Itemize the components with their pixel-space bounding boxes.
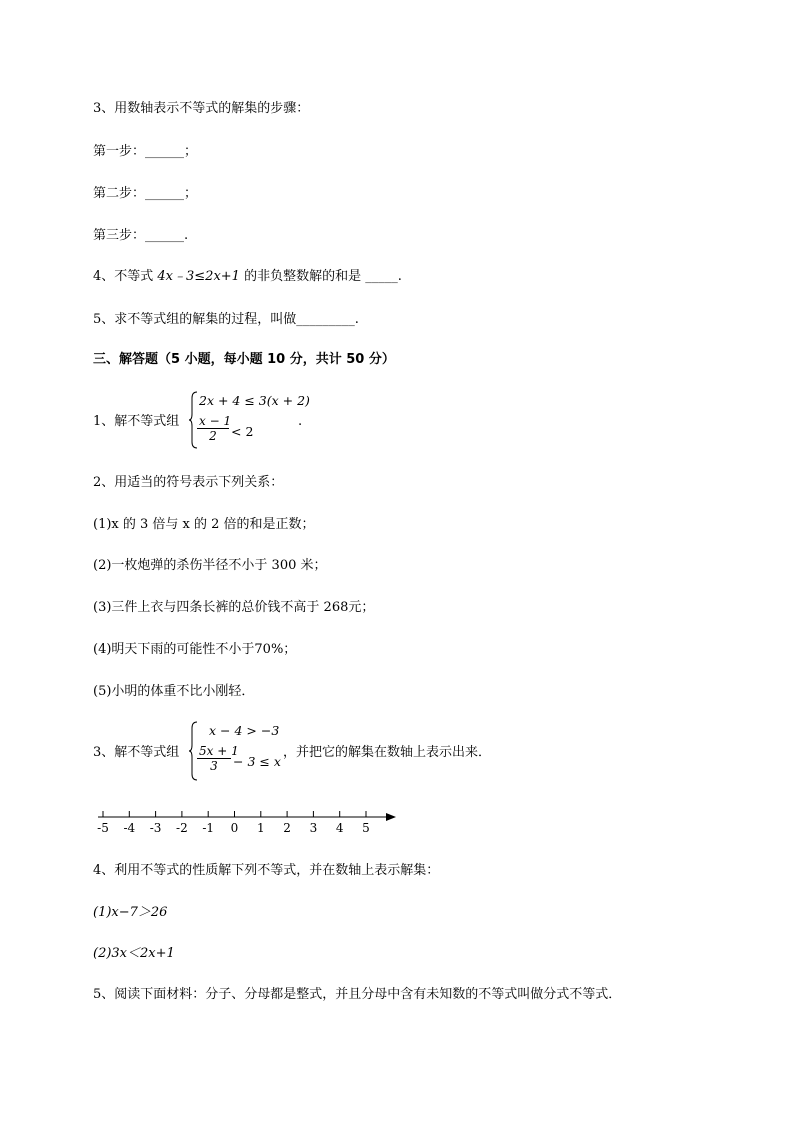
number-line-label: -1	[202, 821, 215, 835]
p2-item: (2)一枚炮弹的杀伤半径不小于 300 米；	[93, 558, 327, 573]
number-line-label: -5	[97, 821, 109, 835]
p1-eq2-rest: < 2	[231, 424, 254, 439]
p1-eq2-num: x − 1	[199, 414, 232, 428]
number-line-label: 0	[230, 821, 239, 835]
number-line-label: 2	[283, 821, 291, 835]
q3-title: 3、用数轴表示不等式的解集的步骤：	[93, 101, 310, 116]
p1-system	[189, 390, 309, 450]
p1-eq2-den: 2	[209, 429, 217, 443]
p3-post: ，并把它的解集在数轴上表示出来．	[283, 745, 492, 760]
q4-expr: 4x﹣3≤2x+1	[157, 269, 240, 284]
p4-item1: (1)x−7＞26	[93, 905, 168, 920]
p4-title: 4、利用不等式的性质解下列不等式，并在数轴上表示解集：	[93, 863, 440, 878]
p1-eq2-fraction	[197, 414, 232, 443]
p3-label: 3、解不等式组	[93, 745, 180, 760]
p1-end: .	[298, 414, 303, 429]
number-line	[0, 805, 794, 855]
p2-title: 2、用适当的符号表示下列关系：	[93, 475, 284, 490]
p1-eq1: 2x + 4 ≤ 3(x + 2)	[199, 393, 310, 408]
p3-eq2-num: 5x + 1	[199, 744, 239, 758]
number-line-label: -4	[123, 821, 136, 835]
q3-step1: 第一步：______；	[93, 144, 198, 159]
number-line-label: 1	[256, 821, 265, 835]
p2-item: (3)三件上衣与四条长裤的总价钱不高于 268元；	[93, 600, 375, 615]
p2-item: (5)小明的体重不比小刚轻．	[93, 684, 255, 699]
q5-line: 5、求不等式组的解集的过程，叫做_________.	[93, 312, 359, 327]
section3-title: 三、解答题（5 小题，每小题 10 分，共计 50 分）	[93, 352, 395, 367]
p4-item2: (2)3x＜2x+1	[93, 946, 175, 961]
p3-eq2-fraction	[197, 744, 239, 773]
p3-eq2-den: 3	[210, 759, 218, 773]
p5-line: 5、阅读下面材料：分子、分母都是整式，并且分母中含有未知数的不等式叫做分式不等式．	[93, 987, 622, 1002]
q4-line	[93, 268, 402, 286]
number-line-arrow	[386, 813, 396, 821]
q4-post: 的非负整数解的和是 _____.	[239, 269, 402, 284]
p3-eq1: x − 4 > −3	[209, 723, 280, 738]
q3-step3: 第三步：______.	[93, 228, 189, 243]
number-line-label: -2	[176, 821, 188, 835]
p2-item: (1)x 的 3 倍与 x 的 2 倍的和是正数；	[93, 517, 315, 532]
number-line-label: 5	[362, 821, 370, 835]
p3-system	[189, 720, 289, 782]
number-line-label: 4	[335, 821, 344, 835]
number-line-label: -3	[149, 821, 162, 835]
number-line-label: 3	[309, 821, 318, 835]
p1-label: 1、解不等式组	[93, 414, 180, 429]
q4-pre: 4、不等式	[93, 269, 158, 284]
p3-eq2-rest: − 3 ≤ x	[233, 754, 281, 769]
q3-step2: 第二步：______；	[93, 186, 198, 201]
p2-item: (4)明天下雨的可能性不小于70%；	[93, 642, 297, 657]
